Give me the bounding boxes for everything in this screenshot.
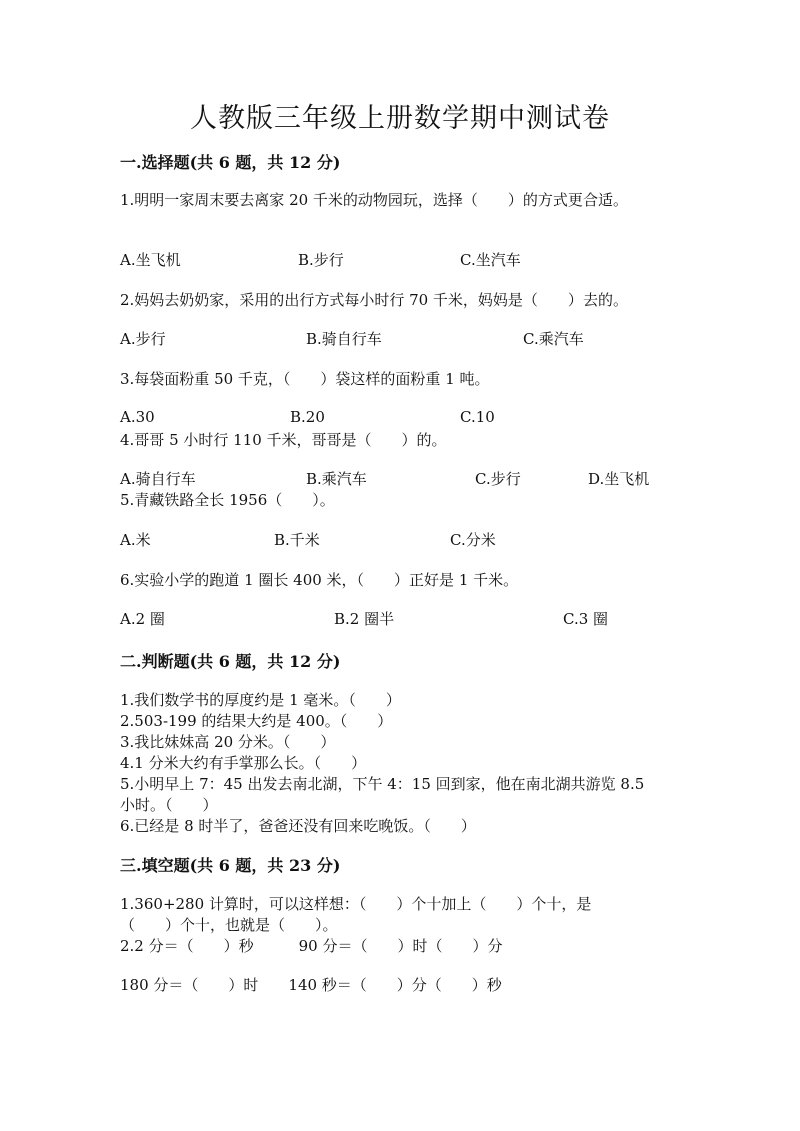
- section-heading-choice: 一.选择题(共 6 题，共 12 分): [120, 153, 341, 172]
- q5-option-c: C.分米: [450, 531, 496, 549]
- q4-option-b: B.乘汽车: [306, 470, 367, 488]
- q5-option-a: A.米: [120, 531, 151, 549]
- section-heading-judgment: 二.判断题(共 6 题，共 12 分): [120, 652, 341, 671]
- question-3: 3.每袋面粉重 50 千克，（ ）袋这样的面粉重 1 吨。: [120, 370, 490, 388]
- q6-option-a: A.2 圈: [120, 610, 165, 628]
- q2-option-b: B.骑自行车: [306, 330, 382, 348]
- q6-option-b: B.2 圈半: [334, 610, 395, 628]
- q4-option-a: A.骑自行车: [120, 470, 196, 488]
- judgment-item-continued: 小时。（ ）: [120, 796, 218, 814]
- page-title: 人教版三年级上册数学期中测试卷: [190, 103, 610, 134]
- question-2: 2.妈妈去奶奶家，采用的出行方式每小时行 70 千米，妈妈是（ ）去的。: [120, 291, 628, 309]
- judgment-item: 3.我比妹妹高 20 分米。（ ）: [120, 733, 336, 751]
- question-1: 1.明明一家周末要去离家 20 千米的动物园玩，选择（ ）的方式更合适。: [120, 191, 628, 209]
- q1-option-a: A.坐飞机: [120, 251, 181, 269]
- q3-option-c: C.10: [460, 408, 495, 426]
- judgment-item: 2.503-199 的结果大约是 400。（ ）: [120, 712, 393, 730]
- q6-option-c: C.3 圈: [563, 610, 609, 628]
- q2-option-c: C.乘汽车: [523, 330, 584, 348]
- q2-option-a: A.步行: [120, 330, 166, 348]
- question-6: 6.实验小学的跑道 1 圈长 400 米，（ ）正好是 1 千米。: [120, 571, 519, 589]
- judgment-item: 6.已经是 8 时半了，爸爸还没有回来吃晚饭。（ ）: [120, 817, 476, 835]
- fill-item: 1.360+280 计算时，可以这样想：（ ）个十加上（ ）个十，是: [120, 895, 592, 913]
- q3-option-a: A.30: [120, 408, 155, 426]
- q3-option-b: B.20: [290, 408, 325, 426]
- q1-option-b: B.步行: [298, 251, 344, 269]
- judgment-item: 1.我们数学书的厚度约是 1 毫米。（ ）: [120, 691, 401, 709]
- q4-option-c: C.步行: [475, 470, 521, 488]
- fill-item-continued: 180 分＝（ ）时 140 秒＝（ ）分（ ）秒: [120, 976, 502, 994]
- q1-option-c: C.坐汽车: [460, 251, 521, 269]
- judgment-item: 4.1 分米大约有手掌那么长。（ ）: [120, 754, 367, 772]
- q4-option-d: D.坐飞机: [588, 470, 650, 488]
- fill-item: 2.2 分＝（ ）秒 90 分＝（ ）时（ ）分: [120, 937, 503, 955]
- question-5: 5.青藏铁路全长 1956（ ）。: [120, 491, 335, 509]
- section-heading-fill-in: 三.填空题(共 6 题，共 23 分): [120, 856, 341, 875]
- judgment-item: 5.小明早上 7：45 出发去南北湖，下午 4：15 回到家，他在南北湖共游览 8.5: [120, 775, 645, 793]
- q5-option-b: B.千米: [274, 531, 320, 549]
- question-4: 4.哥哥 5 小时行 110 千米，哥哥是（ ）的。: [120, 431, 447, 449]
- fill-item-continued: （ ）个十，也就是（ ）。: [120, 916, 338, 934]
